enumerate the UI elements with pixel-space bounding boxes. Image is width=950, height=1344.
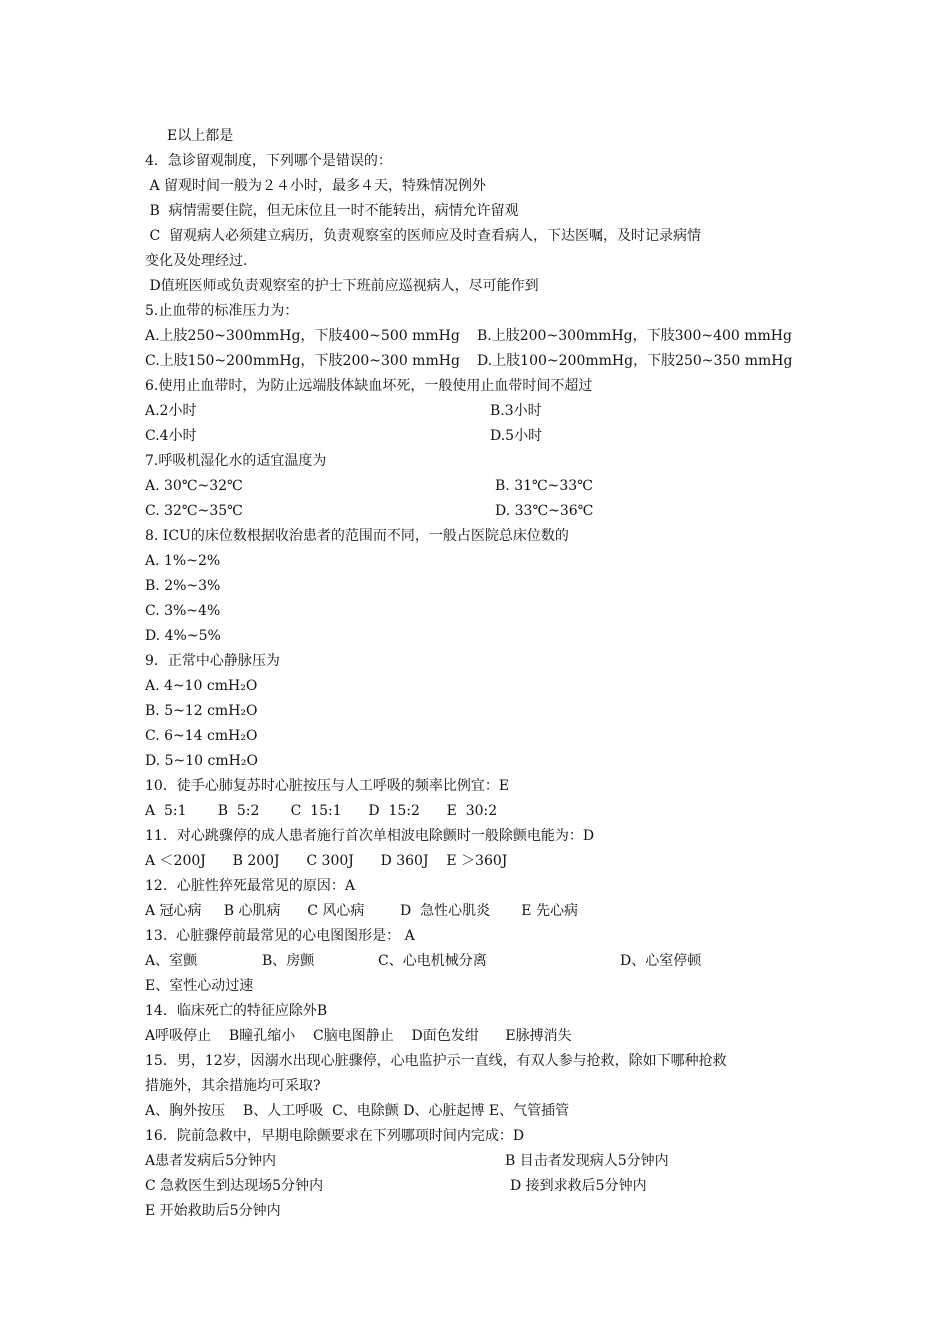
q8-option-b: B. 2%~3% — [145, 578, 221, 594]
q8-option-c: C. 3%~4% — [145, 603, 221, 619]
question-8: 8. ICU的床位数根据收治患者的范围而不同，一般占医院总床位数的 — [145, 528, 569, 544]
q11-options: A ＜200J B 200J C 300J D 360J E ＞360J — [145, 853, 508, 869]
q5-option-a: A.上肢250~300mmHg，下肢400~500 mmHg — [145, 328, 460, 344]
q16-option-b: B 目击者发现病人5分钟内 — [505, 1153, 669, 1169]
q4-option-c-cont: 变化及处理经过. — [145, 253, 248, 269]
q13-option-a: A、室颤 — [145, 953, 198, 969]
q6-option-a: A.2小时 — [145, 403, 197, 419]
q16-option-a: A患者发病后5分钟内 — [145, 1153, 277, 1169]
question-10: 10．徒手心肺复苏时心脏按压与人工呼吸的频率比例宜：E — [145, 778, 510, 794]
q5-option-b: B.上肢200~300mmHg，下肢300~400 mmHg — [477, 328, 792, 344]
q12-options: A 冠心病 B 心肌病 C 风心病 D 急性心肌炎 E 先心病 — [145, 903, 578, 919]
q4-option-c: C 留观病人必须建立病历，负责观察室的医师应及时查看病人，下达医嘱，及时记录病情 — [145, 228, 702, 244]
q13-option-b: B、房颤 — [262, 953, 315, 969]
q6-option-d: D.5小时 — [490, 428, 543, 444]
q9-option-c: C. 6~14 cmH₂O — [145, 728, 258, 744]
q13-option-d: D、心室停顿 — [620, 953, 702, 969]
q5-option-d: D.上肢100~200mmHg，下肢250~350 mmHg — [477, 353, 793, 369]
q16-option-e: E 开始救助后5分钟内 — [145, 1203, 281, 1219]
q8-option-a: A. 1%~2% — [145, 553, 221, 569]
q16-option-c: C 急救医生到达现场5分钟内 — [145, 1178, 324, 1194]
question-12: 12．心脏性猝死最常见的原因：A — [145, 878, 355, 894]
q10-options: A 5:1 B 5:2 C 15:1 D 15:2 E 30:2 — [145, 803, 498, 819]
q13-option-c: C、心电机械分离 — [378, 953, 487, 969]
q4-option-d: D值班医师或负责观察室的护士下班前应巡视病人，尽可能作到 — [145, 278, 539, 294]
q9-option-a: A. 4~10 cmH₂O — [145, 678, 258, 694]
question-9: 9．正常中心静脉压为 — [145, 653, 280, 669]
q7-option-c: C. 32℃~35℃ — [145, 503, 243, 519]
question-6: 6.使用止血带时，为防止远端肢体缺血坏死，一般使用止血带时间不超过 — [145, 378, 593, 394]
question-13: 13. 心脏骤停前最常见的心电图图形是： A — [145, 928, 415, 944]
question-14: 14．临床死亡的特征应除外B — [145, 1003, 328, 1019]
q14-options: A呼吸停止 B瞳孔缩小 C脑电图静止 D面色发绀 E脉搏消失 — [145, 1028, 572, 1044]
question-4: 4．急诊留观制度，下列哪个是错误的： — [145, 153, 392, 169]
q13-option-e: E、室性心动过速 — [145, 978, 254, 994]
question-15: 15．男，12岁，因溺水出现心脏骤停，心电监护示一直线，有双人参与抢救，除如下哪种抢救 — [145, 1053, 727, 1069]
q4-option-a: A 留观时间一般为２４小时，最多４天，特殊情况例外 — [145, 178, 487, 194]
question-16: 16．院前急救中，早期电除颤要求在下列哪项时间内完成：D — [145, 1128, 525, 1144]
q5-option-c: C.上肢150~200mmHg，下肢200~300 mmHg — [145, 353, 460, 369]
question-11: 11．对心跳骤停的成人患者施行首次单相波电除颤时一般除颤电能为：D — [145, 828, 595, 844]
q4-option-b: B 病情需要住院，但无床位且一时不能转出，病情允许留观 — [145, 203, 519, 219]
q7-option-d: D. 33℃~36℃ — [495, 503, 594, 519]
q16-option-d: D 接到求救后5分钟内 — [510, 1178, 647, 1194]
question-5: 5.止血带的标准压力为： — [145, 303, 299, 319]
q15-options: A、胸外按压 B、人工呼吸 C、电除颤 D、心脏起博 E、气管插管 — [145, 1103, 570, 1119]
q9-option-b: B. 5~12 cmH₂O — [145, 703, 258, 719]
q8-option-d: D. 4%~5% — [145, 628, 221, 644]
question-7: 7.呼吸机湿化水的适宜温度为 — [145, 453, 327, 469]
q6-option-b: B.3小时 — [490, 403, 542, 419]
q9-option-d: D. 5~10 cmH₂O — [145, 753, 258, 769]
q7-option-a: A. 30℃~32℃ — [145, 478, 243, 494]
q7-option-b: B. 31℃~33℃ — [495, 478, 593, 494]
option-e-all-above: E以上都是 — [167, 128, 234, 144]
q6-option-c: C.4小时 — [145, 428, 197, 444]
question-15-cont: 措施外，其余措施均可采取? — [145, 1078, 321, 1094]
